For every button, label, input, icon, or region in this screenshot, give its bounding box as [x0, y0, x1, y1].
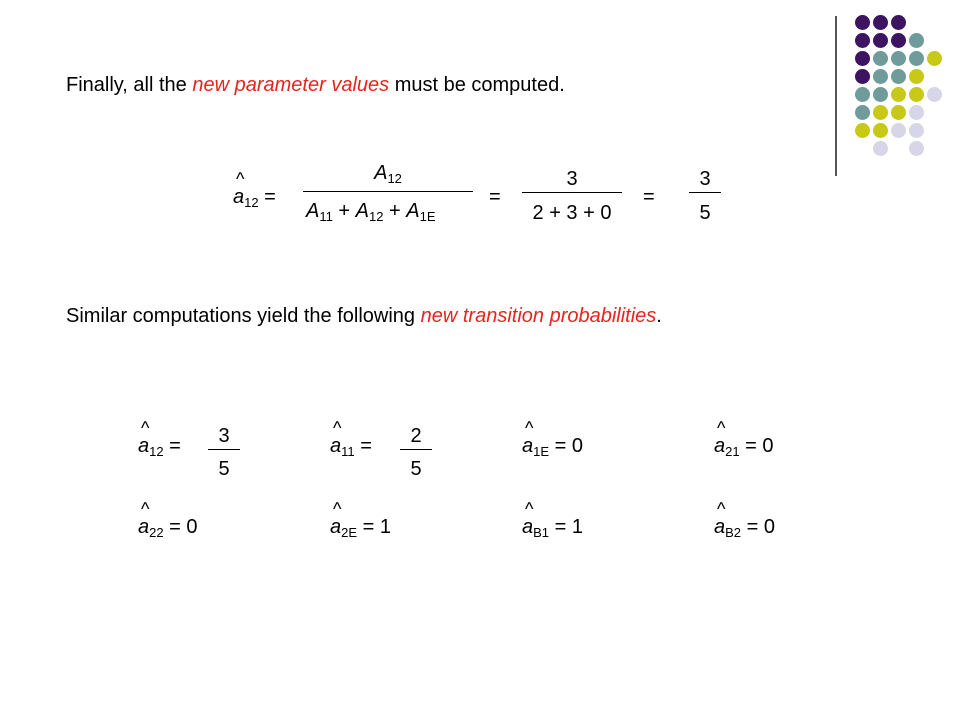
deco-dot — [891, 105, 906, 120]
deco-dot — [855, 105, 870, 120]
hat-symbol: ^ — [333, 418, 342, 438]
hat-symbol: ^ — [141, 418, 150, 438]
fraction-bar — [303, 191, 473, 192]
result-a12: $a_{12}$ = — [138, 435, 181, 459]
deco-dot — [927, 51, 942, 66]
deco-dot — [891, 69, 906, 84]
similar-sentence — [66, 305, 662, 328]
hat-symbol: ^ — [141, 499, 150, 519]
deco-dot — [855, 123, 870, 138]
deco-dot — [909, 123, 924, 138]
deco-dot — [873, 51, 888, 66]
equals-sign: = — [264, 186, 276, 208]
result-a12-num: 3 — [218, 425, 230, 447]
deco-dot — [873, 87, 888, 102]
fraction-bar — [522, 192, 622, 193]
similar-text-end: . — [656, 305, 662, 327]
intro-text: Finally, all the — [66, 74, 193, 96]
hat-symbol: ^ — [525, 418, 534, 438]
equation-lhs: $a_{12}$ = — [233, 186, 276, 210]
fraction-numeric-num: 3 — [566, 168, 578, 190]
equals-sign: = — [489, 186, 501, 208]
fraction-denominator: $A_{11} + A_{12} + A_{1E}$ — [306, 200, 436, 224]
deco-dot — [909, 141, 924, 156]
deco-dot — [909, 33, 924, 48]
result-a12-den: 5 — [218, 458, 230, 480]
deco-dot — [873, 123, 888, 138]
fraction-numerator: $A_{12}$ — [374, 162, 402, 186]
deco-dot — [909, 51, 924, 66]
deco-dot — [855, 15, 870, 30]
result-a11-den: 5 — [410, 458, 422, 480]
result-a2E: $a_{2E} = 1$ — [330, 516, 391, 540]
deco-dot — [873, 15, 888, 30]
fraction-bar — [689, 192, 721, 193]
result-a11: $a_{11}$ = — [330, 435, 372, 459]
decorative-vertical-line — [835, 16, 837, 176]
fraction-bar — [208, 449, 240, 450]
hat-symbol: ^ — [525, 499, 534, 519]
fraction-result-den: 5 — [699, 202, 711, 224]
similar-highlight: new transition probabilities — [420, 305, 657, 327]
result-a22: $a_{22} = 0$ — [138, 516, 198, 540]
deco-dot — [891, 87, 906, 102]
intro-highlight: new parameter values — [192, 74, 390, 96]
equals-sign: = — [643, 186, 655, 208]
deco-dot — [855, 51, 870, 66]
deco-dot — [909, 87, 924, 102]
fraction-main — [303, 162, 473, 185]
deco-dot — [873, 141, 888, 156]
intro-text-end: must be computed. — [389, 74, 565, 96]
hat-symbol: ^ — [333, 499, 342, 519]
result-aB1: $a_{B1} = 1$ — [522, 516, 583, 540]
intro-sentence — [66, 74, 565, 97]
deco-dot — [891, 51, 906, 66]
deco-dot — [873, 33, 888, 48]
result-aB2: $a_{B2} = 0$ — [714, 516, 775, 540]
result-a11-num: 2 — [410, 425, 422, 447]
deco-dot — [891, 33, 906, 48]
deco-dot — [891, 123, 906, 138]
hat-symbol: ^ — [236, 169, 245, 189]
deco-dot — [855, 69, 870, 84]
fraction-bar — [400, 449, 432, 450]
similar-text: Similar computations yield the following — [66, 305, 421, 327]
fraction-numeric-den: 2 + 3 + 0 — [532, 202, 612, 224]
hat-symbol: ^ — [717, 418, 726, 438]
hat-symbol: ^ — [717, 499, 726, 519]
deco-dot — [873, 69, 888, 84]
deco-dot — [855, 33, 870, 48]
result-a1E: $a_{1E} = 0$ — [522, 435, 583, 459]
deco-dot — [855, 87, 870, 102]
fraction-result-num: 3 — [699, 168, 711, 190]
deco-dot — [909, 69, 924, 84]
result-a21: $a_{21} = 0$ — [714, 435, 774, 459]
deco-dot — [909, 105, 924, 120]
deco-dot — [891, 15, 906, 30]
deco-dot — [927, 87, 942, 102]
deco-dot — [873, 105, 888, 120]
